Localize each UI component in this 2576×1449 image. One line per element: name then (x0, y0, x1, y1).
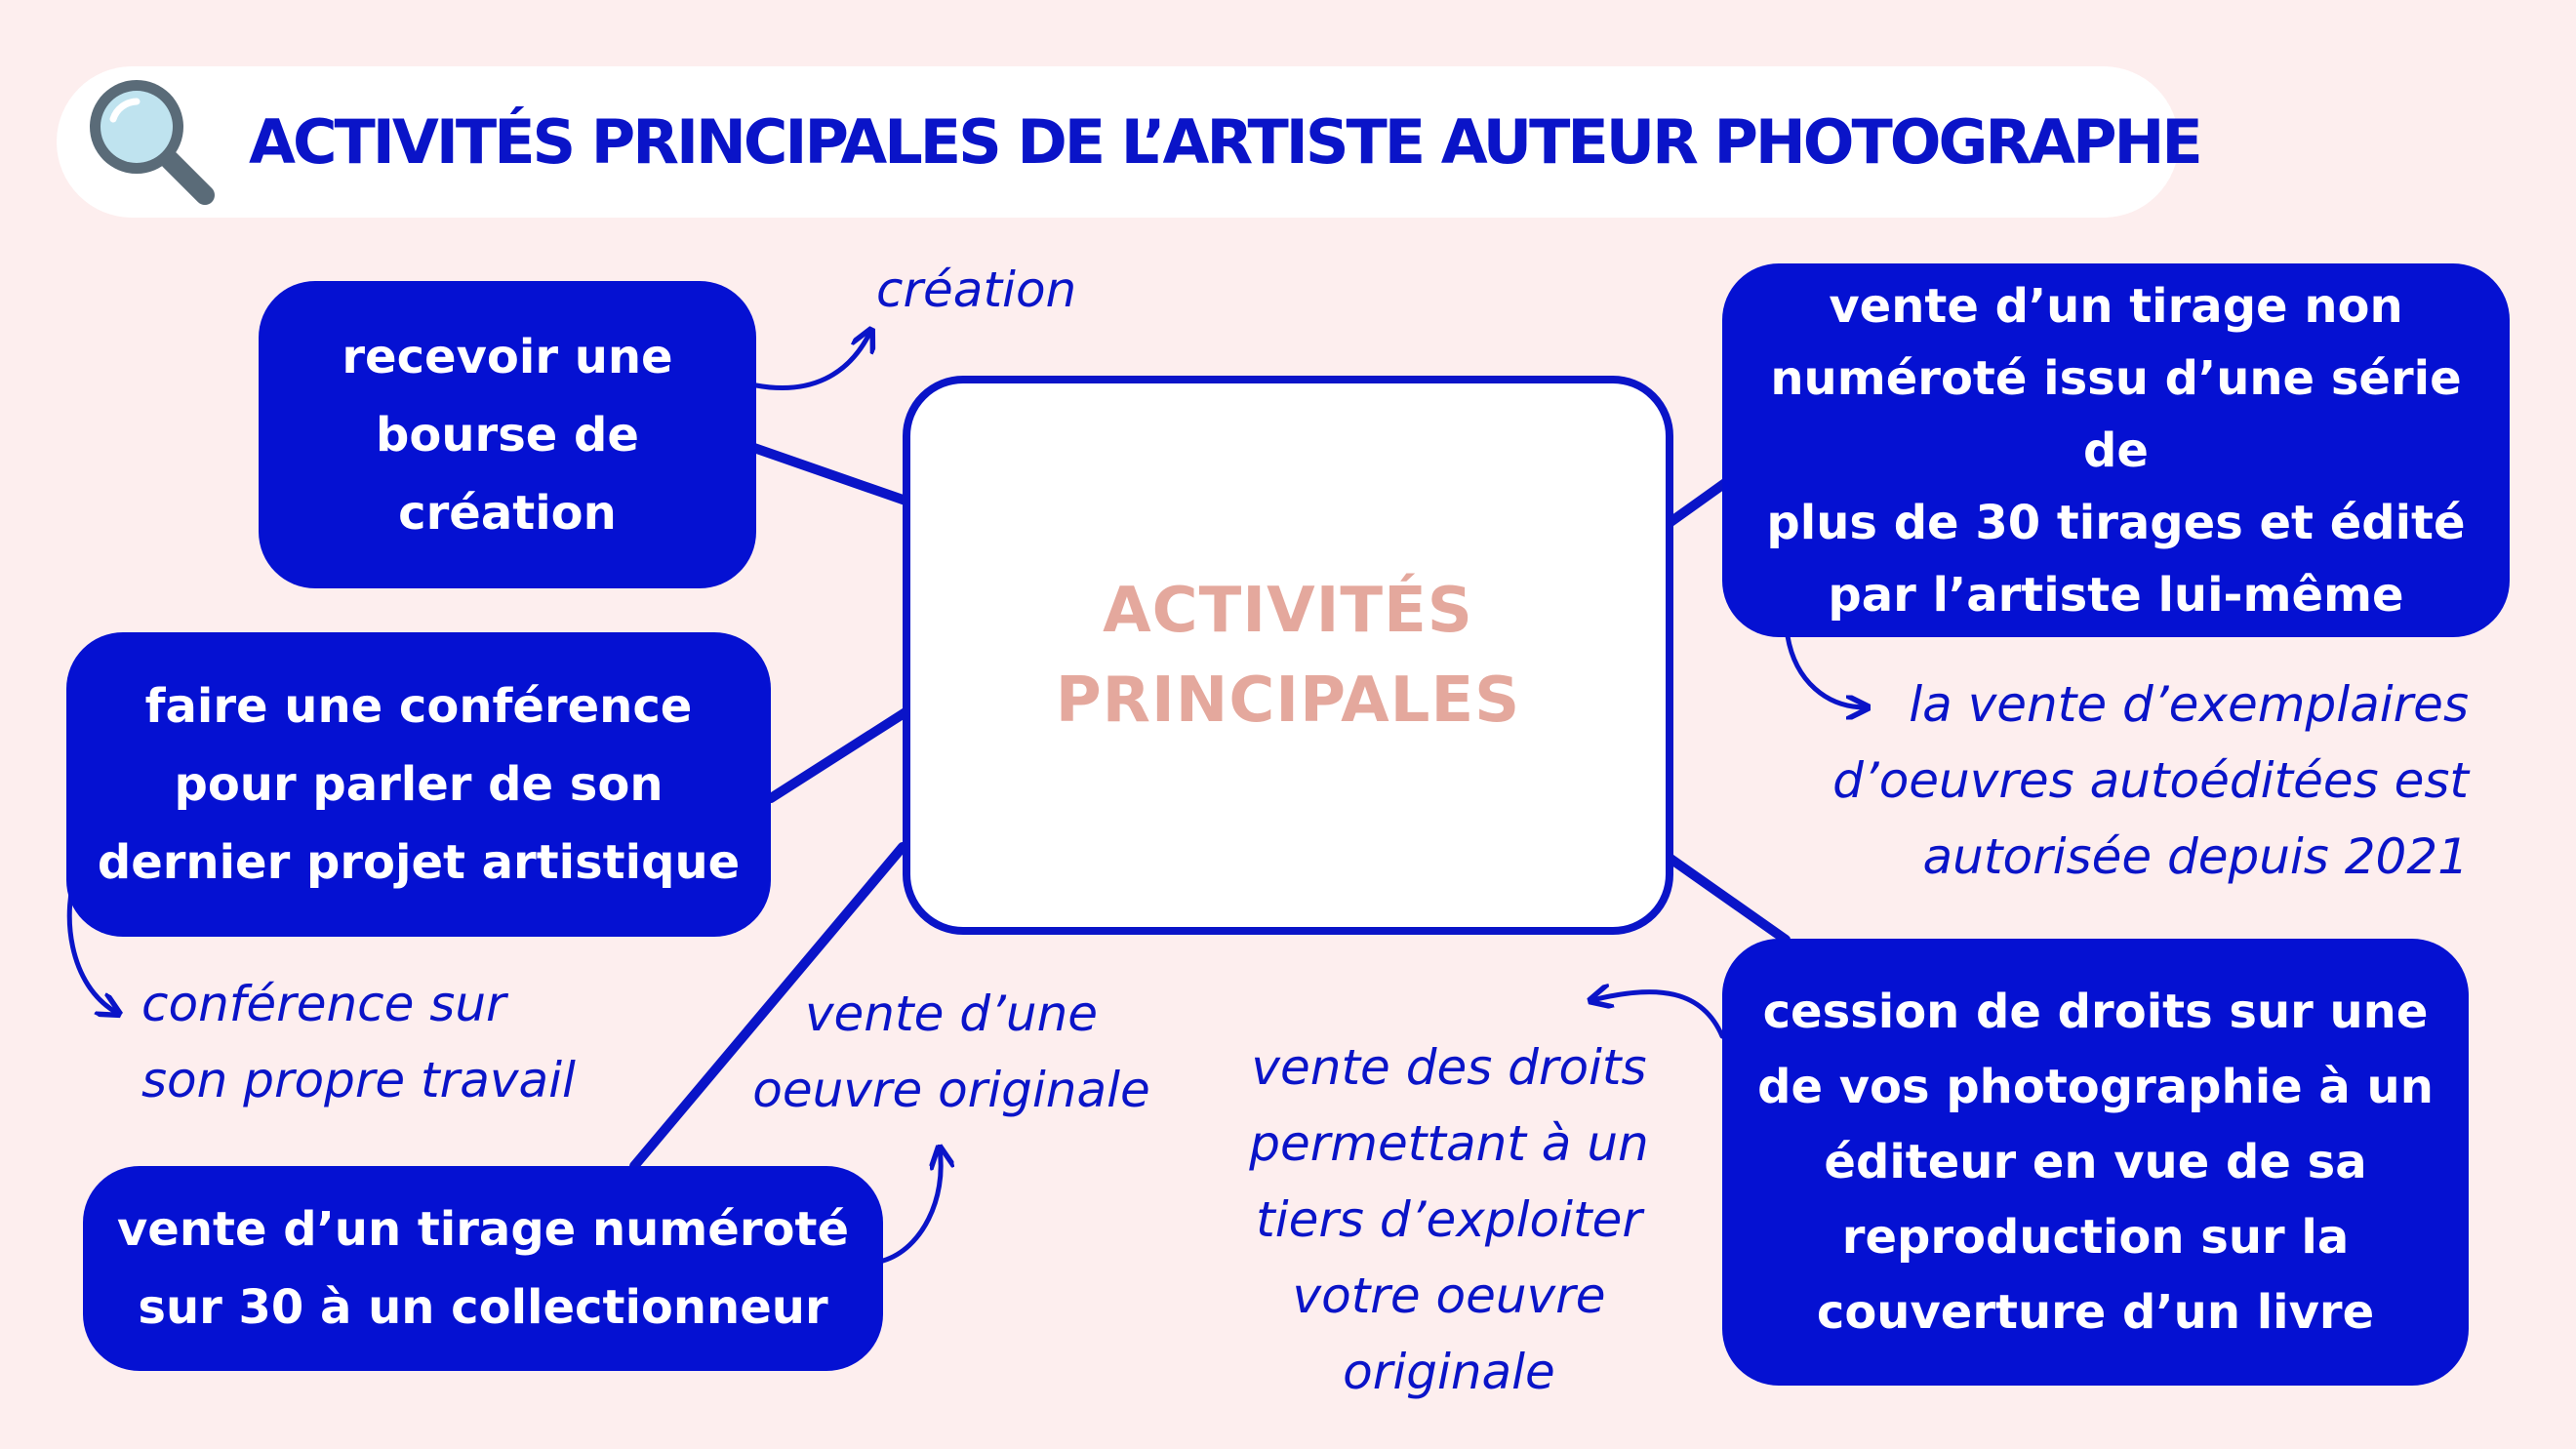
node-tirage-numerote: vente d’un tirage numéroté sur 30 à un collectionneur (83, 1166, 883, 1371)
center-node (903, 376, 1673, 935)
node-cession: cession de droits sur une de vos photographie à un éditeur en vue de sa reproduction sur la couverture d’un livre (1722, 939, 2469, 1386)
page-title: ACTIVITÉS PRINCIPALES DE L’ARTISTE AUTEUR PHOTOGRAPHE (249, 106, 2200, 178)
note-oeuvre-originale: vente d’une oeuvre originale (752, 986, 1150, 1118)
arrow-creation (756, 332, 870, 388)
connector-conference (771, 712, 906, 798)
node-tirage-non-numerote: vente d’un tirage non numéroté issu d’une série de plus de 30 tirages et édité par l’artiste lui-même (1722, 263, 2510, 637)
note-conference: conférence sur son propre travail (141, 976, 576, 1108)
connector-bourse (751, 447, 906, 501)
note-creation: création (876, 262, 1077, 318)
node-conference: faire une conférence pour parler de son dernier projet artistique (66, 632, 771, 937)
connector-cession (1670, 859, 1786, 940)
magnifying-glass-icon (80, 70, 226, 217)
note-droits: vente des droits permettant à un tiers d’exploiter votre oeuvre originale (1249, 1039, 1649, 1400)
connector-tirage-non-numerote (1670, 483, 1725, 522)
center-node-label: ACTIVITÉS PRINCIPALES (1055, 574, 1521, 737)
arrow-oeuvre-originale (883, 1149, 941, 1261)
note-exemplaires: la vente d’exemplaires d’oeuvres autoéditées est autorisée depuis 2021 (1832, 676, 2469, 885)
node-bourse: recevoir une bourse de création (259, 281, 756, 588)
